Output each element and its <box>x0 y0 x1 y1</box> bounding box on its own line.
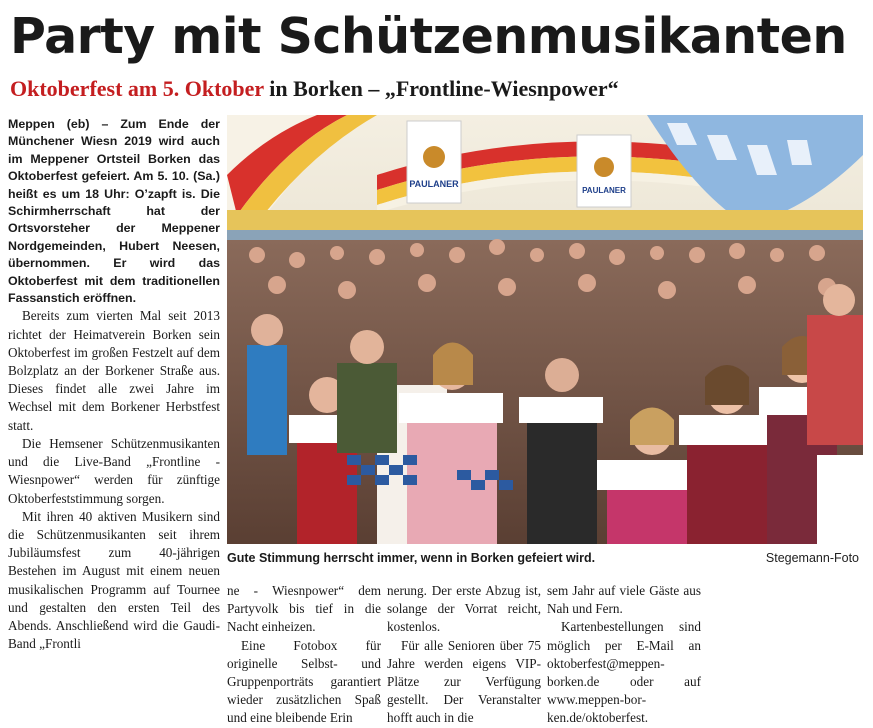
article-paragraph: Für alle Senioren über 75 Jahre werden eigens VIP-Plätze zur Verfügung gestellt. Der Veranstalter hofft auch in die <box>387 637 541 726</box>
banner-text-left: PAULANER <box>409 179 459 189</box>
article-lead: Meppen (eb) – Zum Ende der Münchener Wiesn 2019 wird auch im Meppener Ortsteil Borken das Oktoberfest gefeiert. Am 5. 10. (Sa.) heißt es um 18 Uhr: O’zapft is. Die Schirmherrschaft hat der Ortsvorsteher der Meppener Nordgemeinden, Hubert Neesen, übernommen. Er wird das Oktoberfest mit dem traditionellen Fassanstich eröffnen. <box>8 117 220 306</box>
article-paragraph: Die Hemsener Schützenmusikanten und die Live-Band „Frontline - Wiesnpower“ werden für zünftige Oktoberfeststimmung sorgen. <box>8 435 220 506</box>
article-paragraph: sem Jahr auf viele Gäste aus Nah und Fern. <box>547 583 701 617</box>
subheadline-date: Oktoberfest am 5. Oktober <box>10 76 264 101</box>
article-column-3 <box>387 582 541 728</box>
photo-caption-row <box>227 548 863 568</box>
article-column-2 <box>227 582 381 728</box>
article-paragraph: Eine Fotobox für originelle Selbst- und Gruppenporträts garantiert wieder zusätzlichen Spaß und eine bleibende Erin <box>227 637 381 726</box>
subheadline-location: in Borken – „Frontline-Wiesnpower“ <box>263 76 619 101</box>
article-column-1 <box>8 116 220 653</box>
article-paragraph: Bereits zum vierten Mal seit 2013 richtet der Heimatverein Borken sein Oktoberfest im großen Festzelt auf dem Bolzplatz an der Borkener Straße aus. Dieses findet alle zwei Jahre im Wechsel mit dem Borkener Herbstfest statt. <box>8 308 220 433</box>
headline: Party mit Schützenmusikanten <box>10 8 847 65</box>
banner-text-right: PAULANER <box>582 186 626 195</box>
article-paragraph: nerung. Der erste Abzug ist, solange der Vorrat reicht, kostenlos. <box>387 583 541 635</box>
photo-caption: Gute Stimmung herrscht immer, wenn in Borken gefeiert wird. <box>227 551 596 565</box>
festival-photo <box>227 115 863 544</box>
article-column-4 <box>547 582 701 728</box>
festival-tent-crowd-image <box>227 115 863 544</box>
article-paragraph: Mit ihren 40 aktiven Musikern sind die Schützenmusikanten seit ihrem Jubiläumsfest zum 40-jährigen Bestehen im August mit einem neuen musikalischen Programm auf Tournee und gestalten den ersten Teil des Abends. Anschließend wird die Gaudi-Band „Frontli <box>8 508 220 652</box>
article-paragraph: Kartenbestellungen sind möglich per E-Mail an oktoberfest@meppen-borken.de oder auf www.meppen-borken.de/oktoberfest. <box>547 619 701 726</box>
article-paragraph: ne - Wiesnpower“ dem Partyvolk bis tief in die Nacht einheizen. <box>227 583 381 635</box>
photo-credit: Stegemann-Foto <box>765 551 859 565</box>
subheadline <box>10 74 870 104</box>
